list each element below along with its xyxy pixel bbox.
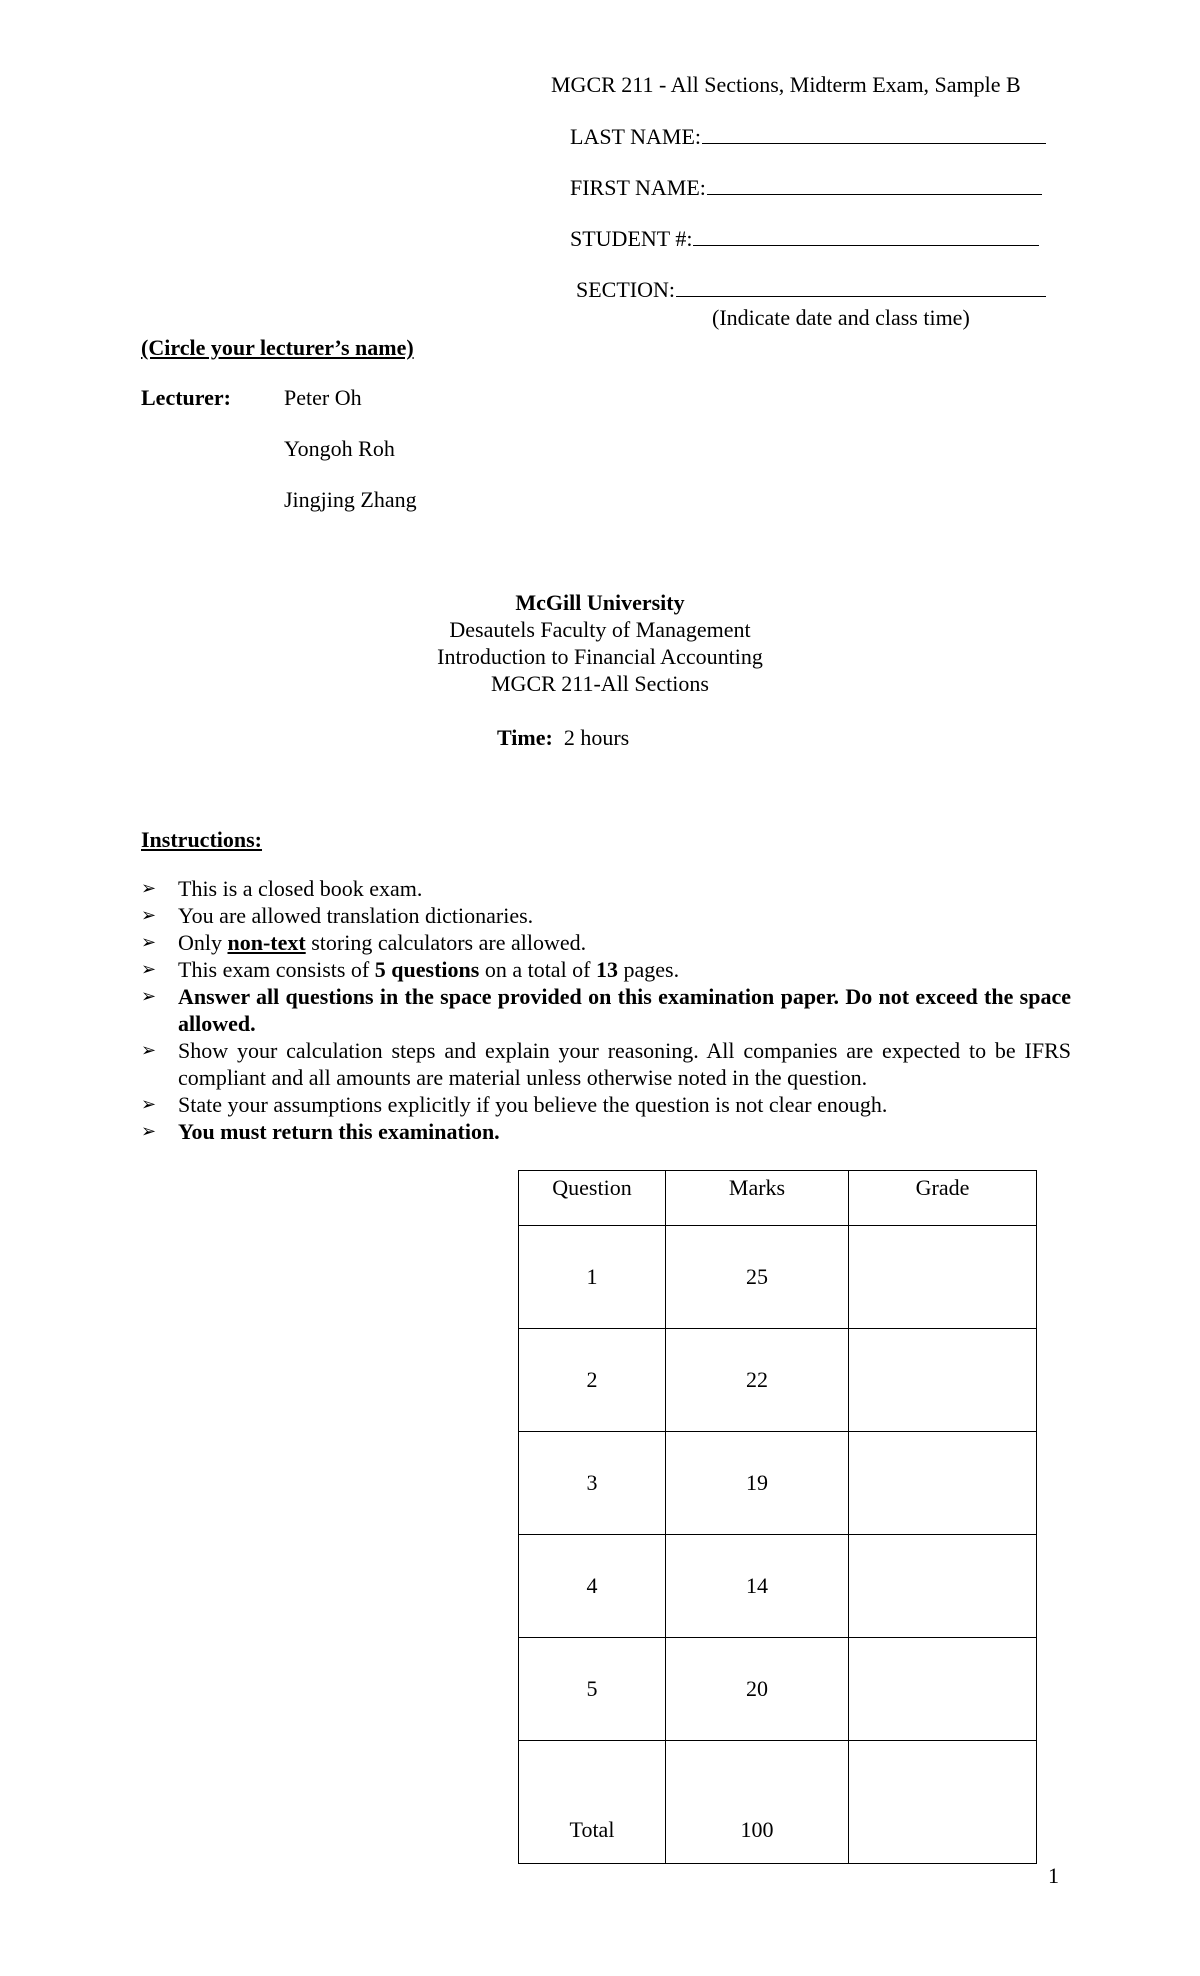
marks-cell: 22 xyxy=(666,1329,849,1432)
student-number-line[interactable] xyxy=(693,244,1039,246)
question-cell: 3 xyxy=(519,1432,666,1535)
table-row xyxy=(519,1329,1037,1432)
lecturer-option[interactable]: Yongoh Roh xyxy=(284,436,395,461)
grade-cell[interactable] xyxy=(849,1226,1037,1329)
total-grade-cell[interactable] xyxy=(849,1741,1037,1864)
instructions-heading: Instructions: xyxy=(141,827,263,852)
list-item: ➢ This exam consists of 5 questions on a total of 13 pages. xyxy=(141,957,680,982)
list-item: ➢ You are allowed translation dictionaries. xyxy=(141,903,534,928)
section-label: SECTION: xyxy=(576,277,675,302)
student-number-label: STUDENT #: xyxy=(570,226,693,251)
question-cell: 2 xyxy=(519,1329,666,1432)
instructions-list xyxy=(141,875,1071,1145)
last-name-label: LAST NAME: xyxy=(570,124,701,149)
lecturer-option[interactable]: Peter Oh xyxy=(284,385,362,410)
last-name-line[interactable] xyxy=(702,142,1046,144)
table-header-row xyxy=(519,1171,1037,1226)
course-code: MGCR 211-All Sections xyxy=(491,671,709,696)
section-hint: (Indicate date and class time) xyxy=(712,305,970,330)
header-marks: Marks xyxy=(666,1171,849,1226)
arrow-bullet-icon: ➢ xyxy=(141,986,157,1007)
list-item: ➢ Only non-text storing calculators are allowed. xyxy=(141,930,587,955)
marks-cell: 20 xyxy=(666,1638,849,1741)
arrow-bullet-icon: ➢ xyxy=(141,905,157,926)
time-label: Time: xyxy=(497,725,553,750)
list-item: ➢ This is a closed book exam. xyxy=(141,876,423,901)
grade-table xyxy=(518,1170,1037,1864)
section-line[interactable] xyxy=(676,295,1046,297)
header-grade: Grade xyxy=(849,1171,1037,1226)
circle-lecturer-note: (Circle your lecturer’s name) xyxy=(141,335,414,360)
question-cell: 1 xyxy=(519,1226,666,1329)
first-name-label: FIRST NAME: xyxy=(570,175,706,200)
list-item: ➢ State your assumptions explicitly if you believe the question is not clear enough. xyxy=(141,1092,888,1117)
marks-cell: 19 xyxy=(666,1432,849,1535)
faculty-name: Desautels Faculty of Management xyxy=(449,617,751,642)
arrow-bullet-icon: ➢ xyxy=(141,1094,157,1115)
page-number: 1 xyxy=(1048,1863,1059,1888)
arrow-bullet-icon: ➢ xyxy=(141,1121,157,1142)
table-row xyxy=(519,1638,1037,1741)
arrow-bullet-icon: ➢ xyxy=(141,878,157,899)
marks-cell: 25 xyxy=(666,1226,849,1329)
header-question: Question xyxy=(519,1171,666,1226)
list-item: ➢ Answer all questions in the space provided on this examination paper. Do not exceed the space allowed. xyxy=(141,984,1071,1036)
table-row xyxy=(519,1535,1037,1638)
student-number-field[interactable] xyxy=(570,226,1039,252)
table-row xyxy=(519,1226,1037,1329)
exam-title: MGCR 211 - All Sections, Midterm Exam, Sample B xyxy=(551,72,1021,97)
question-cell: 5 xyxy=(519,1638,666,1741)
marks-cell: 14 xyxy=(666,1535,849,1638)
lecturer-option[interactable]: Jingjing Zhang xyxy=(284,487,417,512)
first-name-field[interactable] xyxy=(570,175,1042,201)
grade-cell[interactable] xyxy=(849,1638,1037,1741)
table-row xyxy=(519,1432,1037,1535)
list-item: ➢ You must return this examination. xyxy=(141,1119,500,1144)
lecturer-label: Lecturer: xyxy=(141,385,231,410)
total-marks-cell: 100 xyxy=(666,1741,849,1864)
last-name-field[interactable] xyxy=(570,124,1046,150)
question-cell: 4 xyxy=(519,1535,666,1638)
first-name-line[interactable] xyxy=(707,193,1042,195)
arrow-bullet-icon: ➢ xyxy=(141,932,157,953)
section-field[interactable] xyxy=(576,277,1046,303)
grade-cell[interactable] xyxy=(849,1432,1037,1535)
arrow-bullet-icon: ➢ xyxy=(141,959,157,980)
university-name: McGill University xyxy=(515,590,685,615)
course-name: Introduction to Financial Accounting xyxy=(437,644,763,669)
exam-duration xyxy=(497,725,629,751)
grade-cell[interactable] xyxy=(849,1535,1037,1638)
grade-cell[interactable] xyxy=(849,1329,1037,1432)
table-total-row xyxy=(519,1741,1037,1864)
total-label-cell: Total xyxy=(519,1741,666,1864)
list-item: ➢ Show your calculation steps and explain your reasoning. All companies are expected to be IFRS compliant and all amounts are material unless otherwise noted in the question. xyxy=(141,1038,1071,1090)
time-value: 2 hours xyxy=(563,725,630,750)
arrow-bullet-icon: ➢ xyxy=(141,1040,157,1061)
